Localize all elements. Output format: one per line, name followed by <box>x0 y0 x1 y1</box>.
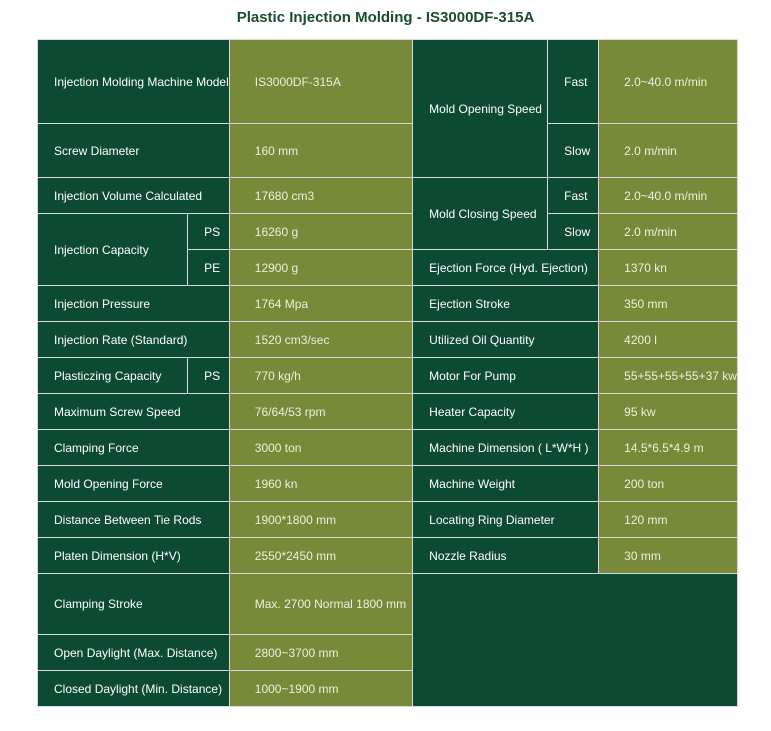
spec-sublabel-closing-slow: Slow <box>548 214 598 249</box>
spec-label-locating-ring: Locating Ring Diameter <box>413 502 598 537</box>
table-row <box>38 286 737 321</box>
spec-label-oil-quantity: Utilized Oil Quantity <box>413 322 598 357</box>
spec-label-ejection-force: Ejection Force (Hyd. Ejection) <box>413 250 598 285</box>
spec-sublabel-opening-slow: Slow <box>548 124 598 177</box>
spec-label-nozzle-radius: Nozzle Radius <box>413 538 598 573</box>
spec-sublabel-capacity-ps: PS <box>188 214 229 249</box>
page-title: Plastic Injection Molding - IS3000DF-315A <box>236 9 535 26</box>
spec-label-machine-dimension: Machine Dimension ( L*W*H ) <box>413 430 598 465</box>
spec-sublabel-opening-fast: Fast <box>548 40 598 123</box>
spec-sublabel-closing-fast: Fast <box>548 178 598 213</box>
empty-cell <box>413 574 737 706</box>
spec-value-injection-volume: 17680 cm3 <box>230 178 412 213</box>
table-row <box>38 214 737 249</box>
table-row <box>38 322 737 357</box>
spec-label-mold-opening-speed: Mold Opening Speed <box>413 40 547 177</box>
spec-value-ejection-stroke: 350 mm <box>599 286 737 321</box>
spec-label-model: Injection Molding Machine Model <box>38 40 229 123</box>
spec-value-open-daylight: 2800~3700 mm <box>230 635 412 670</box>
table-row <box>38 40 737 123</box>
spec-value-tie-rod-distance: 1900*1800 mm <box>230 502 412 537</box>
table-row <box>38 466 737 501</box>
spec-value-mold-opening-force: 1960 kn <box>230 466 412 501</box>
spec-label-platen-dimension: Platen Dimension (H*V) <box>38 538 229 573</box>
spec-value-closed-daylight: 1000~1900 mm <box>230 671 412 706</box>
table-row <box>38 502 737 537</box>
spec-label-mold-opening-force: Mold Opening Force <box>38 466 229 501</box>
spec-value-max-screw-speed: 76/64/53 rpm <box>230 394 412 429</box>
spec-label-ejection-stroke: Ejection Stroke <box>413 286 598 321</box>
spec-sublabel-plasticizing-ps: PS <box>188 358 229 393</box>
spec-value-capacity-pe: 12900 g <box>230 250 412 285</box>
spec-value-locating-ring: 120 mm <box>599 502 737 537</box>
table-row <box>38 538 737 573</box>
spec-value-opening-fast: 2.0~40.0 m/min <box>599 40 737 123</box>
spec-value-capacity-ps: 16260 g <box>230 214 412 249</box>
spec-value-nozzle-radius: 30 mm <box>599 538 737 573</box>
spec-value-screw-diameter: 160 mm <box>230 124 412 177</box>
spec-label-motor-for-pump: Motor For Pump <box>413 358 598 393</box>
spec-value-model: IS3000DF-315A <box>230 40 412 123</box>
spec-label-screw-diameter: Screw Diameter <box>38 124 229 177</box>
spec-value-injection-rate: 1520 cm3/sec <box>230 322 412 357</box>
spec-value-platen-dimension: 2550*2450 mm <box>230 538 412 573</box>
spec-label-plasticizing-capacity: Plasticzing Capacity <box>38 358 187 393</box>
spec-label-heater-capacity: Heater Capacity <box>413 394 598 429</box>
spec-label-clamping-stroke: Clamping Stroke <box>38 574 229 634</box>
spec-label-injection-volume: Injection Volume Calculated <box>38 178 229 213</box>
spec-value-machine-dimension: 14.5*6.5*4.9 m <box>599 430 737 465</box>
spec-value-injection-pressure: 1764 Mpa <box>230 286 412 321</box>
table-row <box>38 358 737 393</box>
spec-label-max-screw-speed: Maximum Screw Speed <box>38 394 229 429</box>
spec-label-injection-rate: Injection Rate (Standard) <box>38 322 229 357</box>
spec-label-clamping-force: Clamping Force <box>38 430 229 465</box>
table-row <box>38 430 737 465</box>
spec-label-machine-weight: Machine Weight <box>413 466 598 501</box>
spec-value-machine-weight: 200 ton <box>599 466 737 501</box>
spec-value-closing-fast: 2.0~40.0 m/min <box>599 178 737 213</box>
spec-label-mold-closing-speed: Mold Closing Speed <box>413 178 547 249</box>
spec-value-clamping-force: 3000 ton <box>230 430 412 465</box>
table-row <box>38 124 737 177</box>
specification-table <box>37 39 738 707</box>
spec-value-oil-quantity: 4200 l <box>599 322 737 357</box>
table-row <box>38 574 737 634</box>
spec-value-clamping-stroke: Max. 2700 Normal 1800 mm <box>230 574 412 634</box>
table-row <box>38 178 737 213</box>
spec-value-ejection-force: 1370 kn <box>599 250 737 285</box>
spec-value-closing-slow: 2.0 m/min <box>599 214 737 249</box>
spec-sublabel-capacity-pe: PE <box>188 250 229 285</box>
spec-label-tie-rod-distance: Distance Between Tie Rods <box>38 502 229 537</box>
spec-value-heater-capacity: 95 kw <box>599 394 737 429</box>
spec-label-open-daylight: Open Daylight (Max. Distance) <box>38 635 229 670</box>
spec-label-injection-capacity: Injection Capacity <box>38 214 187 285</box>
spec-value-motor-for-pump: 55+55+55+55+37 kw <box>599 358 737 393</box>
spec-label-closed-daylight: Closed Daylight (Min. Distance) <box>38 671 229 706</box>
spec-label-injection-pressure: Injection Pressure <box>38 286 229 321</box>
spec-value-plasticizing-capacity: 770 kg/h <box>230 358 412 393</box>
table-row <box>38 394 737 429</box>
spec-value-opening-slow: 2.0 m/min <box>599 124 737 177</box>
